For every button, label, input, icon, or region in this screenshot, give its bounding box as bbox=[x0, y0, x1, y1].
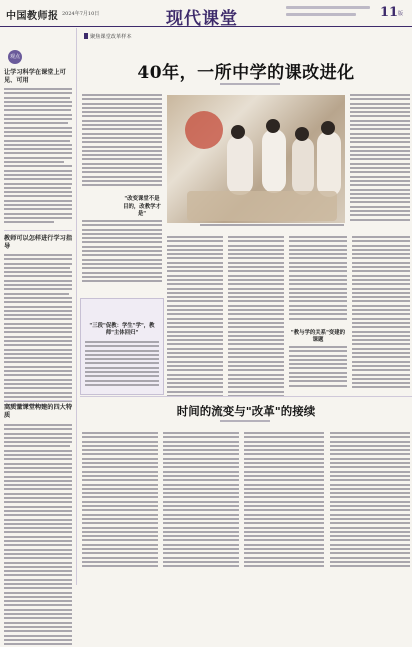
sidebar-article-title-2: 教师可以怎样进行学习指导 bbox=[4, 235, 73, 250]
main-headline: 40年，一所中学的课改进化 bbox=[137, 63, 355, 83]
section-divider bbox=[80, 396, 412, 397]
sidebar-article-title-3: 高质量课堂构建的四大特质 bbox=[4, 404, 73, 419]
bottom-byline bbox=[190, 420, 300, 422]
issue-date: 2024年7月10日 bbox=[62, 11, 100, 17]
main-column-1-top bbox=[82, 94, 162, 189]
highlight-box bbox=[80, 298, 164, 395]
bottom-headline: 时间的流变与"改革"的接续 bbox=[176, 404, 316, 418]
sidebar-article-title-1: 让学习科学在课堂上可见、可用 bbox=[4, 69, 66, 84]
main-byline bbox=[150, 83, 350, 85]
main-column-3c bbox=[289, 346, 347, 389]
bottom-column-3 bbox=[244, 432, 324, 570]
kicker-marker bbox=[84, 33, 88, 39]
sidebar-article-body-3 bbox=[4, 424, 72, 647]
main-column-4-bottom bbox=[352, 236, 410, 391]
pull-quote: "改变课堂不是目的，改教学才是" bbox=[123, 196, 161, 217]
section-title: 现代课堂 bbox=[166, 9, 238, 29]
editor-info bbox=[286, 6, 370, 20]
main-column-4-top bbox=[350, 94, 410, 223]
sidebar-divider bbox=[4, 400, 72, 401]
bottom-column-1 bbox=[82, 432, 158, 570]
main-column-3 bbox=[228, 236, 284, 399]
subhead-1: "三段"促教：学生"学"，教师"主体回归" bbox=[89, 323, 155, 336]
newspaper-logo: 中国教师报 bbox=[6, 11, 59, 22]
main-column-2 bbox=[167, 236, 223, 399]
bottom-column-4 bbox=[330, 432, 410, 570]
sidebar-article-body-2 bbox=[4, 254, 72, 409]
bottom-column-2 bbox=[163, 432, 239, 570]
main-kicker: 聚焦课堂改革样本 bbox=[90, 34, 132, 40]
main-column-3b bbox=[289, 236, 347, 322]
classroom-photo bbox=[167, 95, 345, 223]
page-number: 11 bbox=[380, 5, 399, 20]
sidebar-article-body-1 bbox=[4, 88, 72, 226]
sidebar-column bbox=[0, 28, 77, 585]
masthead bbox=[0, 0, 412, 27]
subhead-2: "教与学的关系"变建的课题 bbox=[290, 330, 346, 343]
photo-caption bbox=[200, 224, 344, 228]
main-column-1-mid bbox=[82, 220, 162, 284]
page-unit: 版 bbox=[398, 11, 404, 17]
box-body bbox=[85, 341, 159, 388]
sidebar-divider bbox=[4, 230, 72, 231]
sidebar-badge: 观点 bbox=[8, 50, 22, 64]
